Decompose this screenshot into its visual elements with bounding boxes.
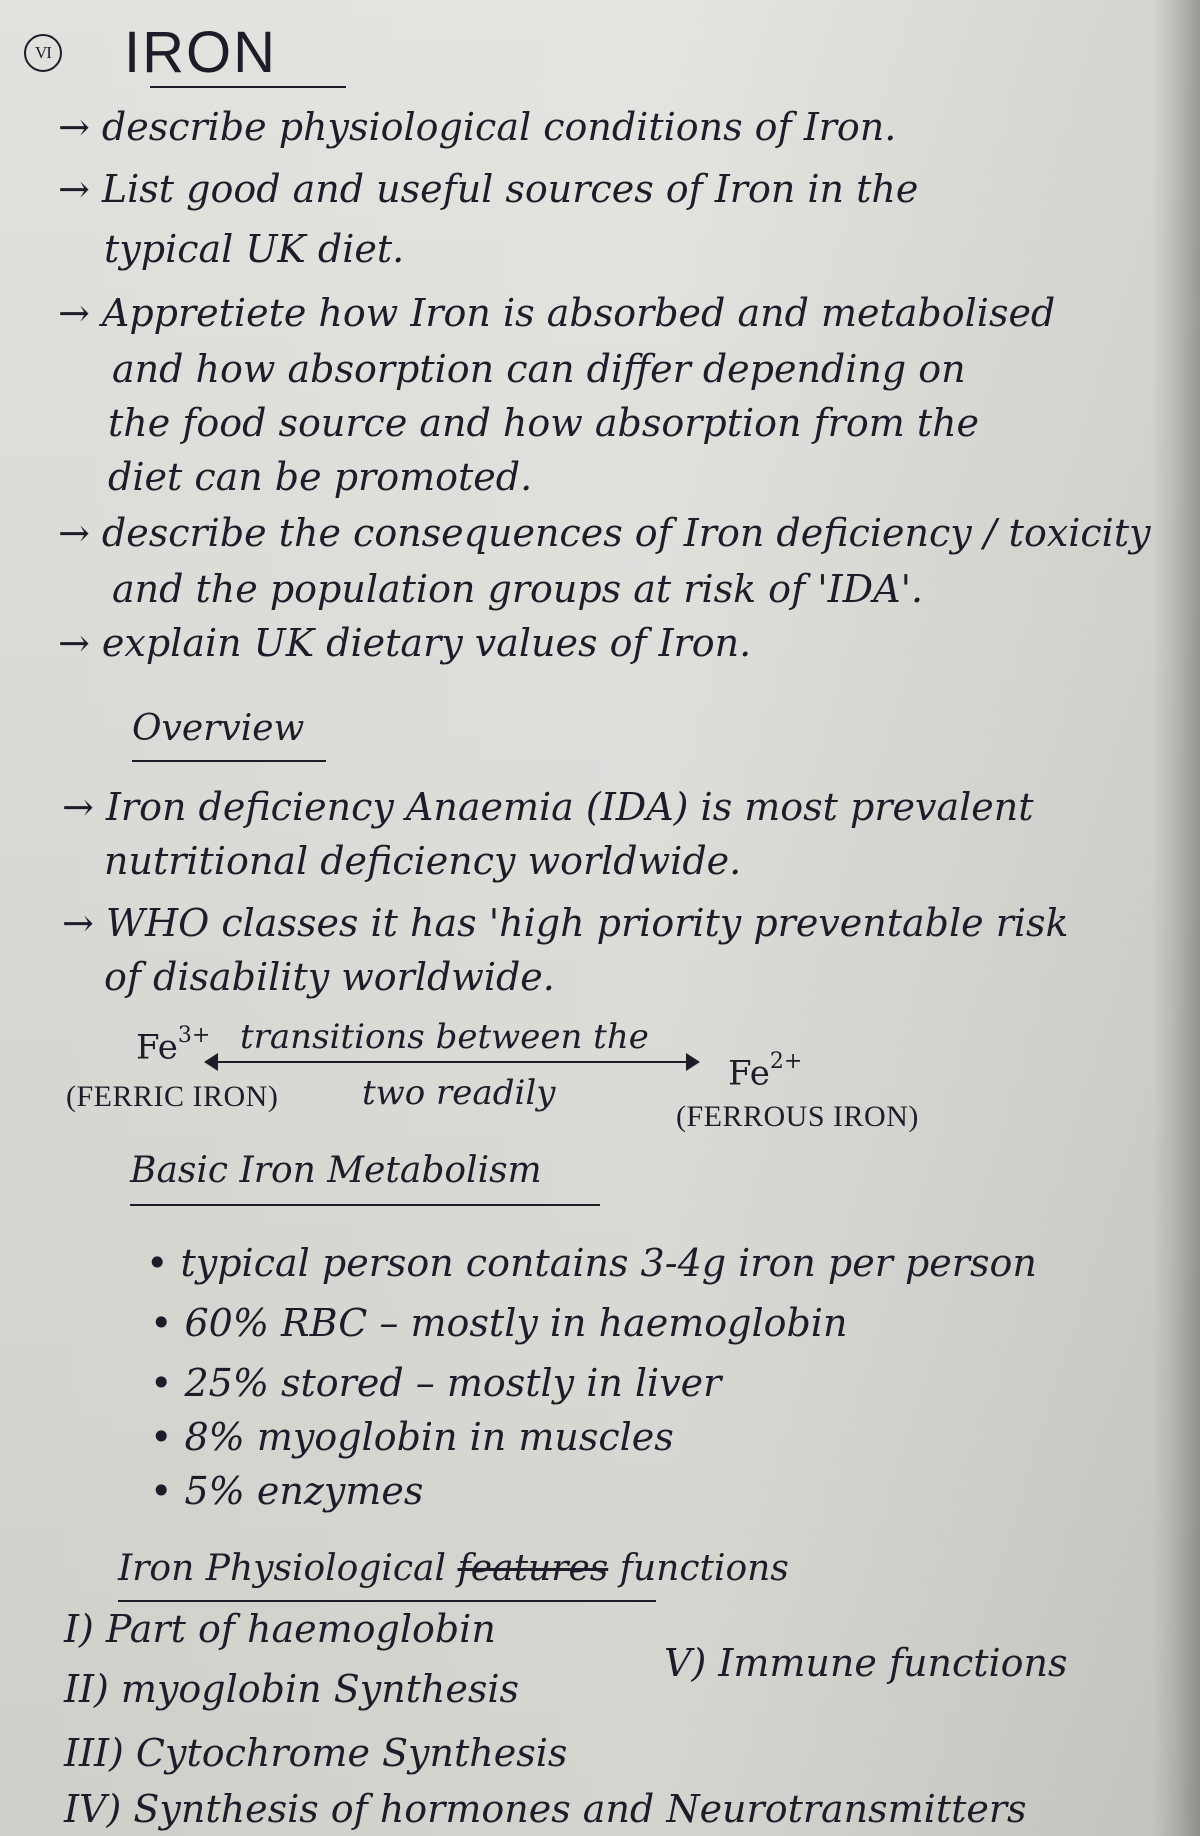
- ferrous-formula: [728, 1046, 802, 1093]
- title-underline: [150, 86, 346, 88]
- objective-line-2: → List good and useful sources of Iron in the: [58, 167, 919, 211]
- objective-line-6: the food source and how absorption from the: [108, 401, 980, 445]
- title-row: [24, 18, 277, 88]
- function-item-3: III) Cytochrome Synthesis: [64, 1731, 568, 1775]
- overview-line-3: → WHO classes it has 'high priority preventable risk: [62, 901, 1069, 945]
- objective-line-5: and how absorption can differ depending on: [112, 347, 966, 391]
- function-item-4: IV) Synthesis of hormones and Neurotransmitters: [64, 1787, 1027, 1831]
- transition-upper-label: transitions between the: [240, 1017, 649, 1057]
- ferric-charge: 3+: [177, 1023, 211, 1048]
- overview-line-2: nutritional deficiency worldwide.: [104, 839, 742, 883]
- metabolism-item-2: • 60% RBC – mostly in haemoglobin: [150, 1301, 848, 1345]
- overview-underline: [132, 760, 326, 762]
- objective-line-9: and the population groups at risk of 'IDA'.: [112, 567, 924, 611]
- function-item-1: I) Part of haemoglobin: [64, 1607, 496, 1651]
- functions-heading-prefix: Iron Physiological: [118, 1548, 447, 1589]
- ferrous-symbol: Fe: [728, 1053, 770, 1094]
- ferric-name: (FERRIC IRON): [66, 1080, 279, 1113]
- functions-heading-struck-word: features: [457, 1548, 609, 1589]
- metabolism-item-3: • 25% stored – mostly in liver: [150, 1361, 722, 1405]
- metabolism-heading: Basic Iron Metabolism: [130, 1150, 542, 1191]
- metabolism-item-1: • typical person contains 3-4g iron per person: [146, 1241, 1037, 1285]
- functions-heading: [118, 1546, 789, 1592]
- objective-line-3: typical UK diet.: [104, 227, 405, 271]
- transition-lower-label: two readily: [362, 1073, 556, 1113]
- ferric-formula: [136, 1020, 210, 1067]
- transition-arrow-line: [218, 1061, 686, 1063]
- overview-line-1: → Iron deficiency Anaemia (IDA) is most prevalent: [62, 785, 1034, 829]
- objective-line-8: → describe the consequences of Iron deficiency / toxicity: [58, 511, 1151, 555]
- functions-underline: [118, 1600, 656, 1602]
- objective-line-10: → explain UK dietary values of Iron.: [58, 621, 752, 665]
- overview-line-4: of disability worldwide.: [104, 955, 555, 999]
- page-edge-shadow: [1152, 0, 1200, 1836]
- section-number-badge: VI: [24, 34, 62, 72]
- objective-line-1: → describe physiological conditions of Iron.: [58, 105, 897, 149]
- ferrous-charge: 2+: [769, 1049, 803, 1074]
- objective-line-7: diet can be promoted.: [108, 455, 533, 499]
- objective-line-4: → Appretiete how Iron is absorbed and metabolised: [58, 291, 1056, 335]
- metabolism-item-4: • 8% myoglobin in muscles: [150, 1415, 674, 1459]
- overview-heading: Overview: [132, 708, 305, 749]
- function-item-5: V) Immune functions: [664, 1641, 1068, 1685]
- functions-heading-suffix: functions: [619, 1548, 789, 1589]
- metabolism-item-5: • 5% enzymes: [150, 1469, 424, 1513]
- page-title: IRON: [124, 20, 277, 85]
- metabolism-underline: [130, 1204, 600, 1206]
- ferrous-name: (FERROUS IRON): [676, 1100, 919, 1133]
- ferric-symbol: Fe: [136, 1027, 178, 1068]
- arrow-left-head: [204, 1053, 218, 1071]
- function-item-2: II) myoglobin Synthesis: [64, 1667, 520, 1711]
- arrow-right-head: [686, 1053, 700, 1071]
